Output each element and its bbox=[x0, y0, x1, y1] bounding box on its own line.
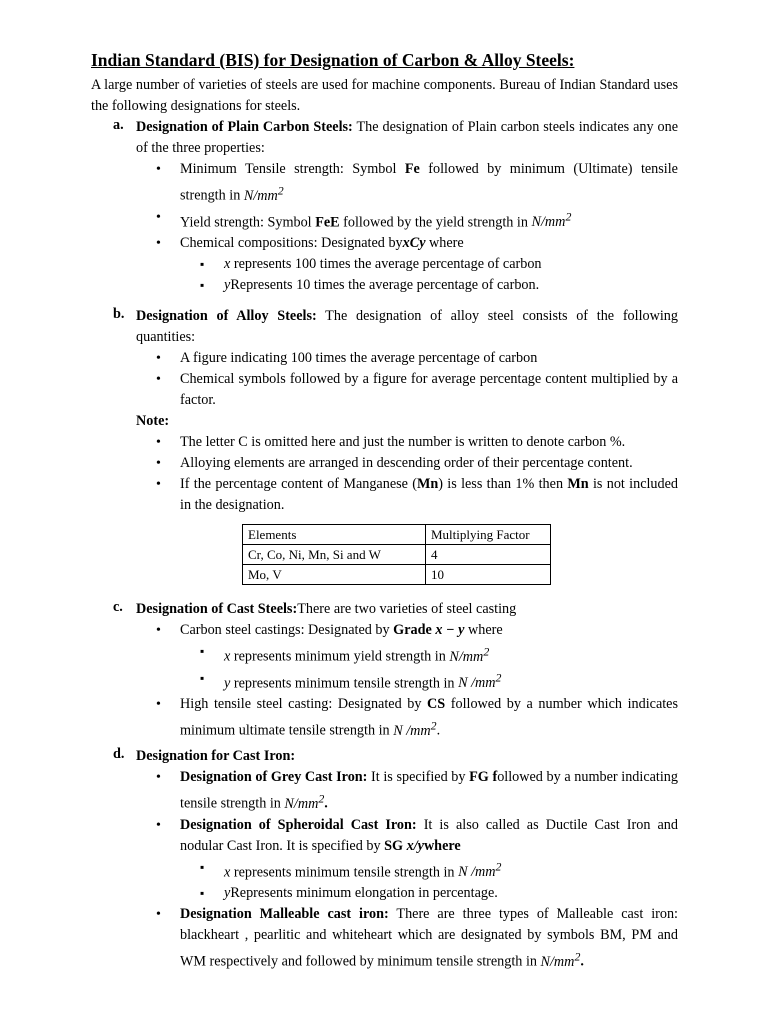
symbol-mn: Mn bbox=[416, 476, 439, 492]
unit bbox=[531, 209, 572, 231]
period: . bbox=[580, 954, 584, 971]
symbol-fg: FG f bbox=[469, 769, 498, 785]
symbol-fee: FeE bbox=[315, 214, 340, 231]
unit bbox=[540, 949, 581, 971]
math-x: x bbox=[224, 864, 231, 881]
unit-text: N/mm bbox=[531, 214, 566, 231]
section-a-bullet-yield bbox=[136, 207, 678, 234]
bullet-text: High tensile steel casting: Designated by bbox=[180, 696, 428, 713]
note-order: • Alloying elements are arranged in descending order of their percentage content. bbox=[136, 453, 678, 474]
section-a-subbullets bbox=[136, 254, 678, 296]
section-b-notes bbox=[136, 432, 678, 516]
section-d-sub-y bbox=[136, 883, 678, 904]
bullet-text: followed by minimum (Ultimate) tensile strength in bbox=[180, 161, 678, 204]
bullet-text: where bbox=[425, 235, 464, 252]
unit bbox=[458, 670, 502, 692]
unit-exponent: 2 bbox=[495, 859, 502, 874]
section-d bbox=[136, 746, 678, 973]
unit-exponent: 2 bbox=[574, 949, 581, 964]
malleable-heading: Designation Malleable cast iron: bbox=[180, 906, 389, 923]
bullet-text: There are three types of Malleable cast iron: blackheart , pearlitic and whiteheart which are designated by symbols BM, PM and WM respectively and followed by minimum tensile strength in bbox=[180, 906, 678, 971]
math-xcy: xCy bbox=[402, 235, 426, 252]
table-header-row bbox=[243, 525, 551, 545]
section-a-bullet-tensile bbox=[136, 159, 678, 207]
table-cell: 10 bbox=[426, 565, 551, 585]
bullet-text: Chemical compositions: Designated by bbox=[180, 235, 403, 252]
section-c-subbullets bbox=[136, 641, 678, 694]
unit bbox=[243, 183, 284, 204]
sub-text: represents minimum tensile strength in bbox=[230, 675, 459, 692]
section-d-bullets bbox=[136, 767, 678, 973]
section-a-sub-y bbox=[136, 275, 678, 296]
grade-label: Grade bbox=[393, 622, 436, 638]
bullet-text: Minimum Tensile strength: Symbol bbox=[180, 161, 405, 177]
section-d-bullet-grey bbox=[136, 767, 678, 815]
table-cell: 4 bbox=[426, 545, 551, 565]
section-b-bullet-symbols: • Chemical symbols followed by a figure for average percentage content multiplied by a factor. bbox=[136, 369, 678, 411]
unit-text: N/mm bbox=[540, 954, 575, 971]
section-b-letter: b. bbox=[113, 306, 125, 322]
math-x: x bbox=[224, 256, 231, 273]
section-b-heading: Designation of Alloy Steels: bbox=[136, 308, 317, 324]
section-d-sub-x bbox=[136, 857, 678, 884]
sub-text: represents 100 times the average percentage of carbon bbox=[230, 256, 542, 273]
note-text: ) is less than 1% then bbox=[438, 476, 568, 492]
note-label: Note: bbox=[136, 413, 170, 429]
note-text: is not included in the designation. bbox=[180, 476, 679, 513]
section-c-heading: Designation of Cast Steels: bbox=[136, 601, 298, 617]
section-b-bullet-carbon: • A figure indicating 100 times the average percentage of carbon bbox=[136, 348, 678, 369]
section-b bbox=[136, 306, 678, 516]
table-header-cell: Elements bbox=[243, 525, 426, 545]
section-c-bullets bbox=[136, 620, 678, 742]
section-d-bullet-malleable bbox=[136, 904, 678, 973]
section-a-text: The designation of Plain carbon steels indicates any one of the three properties: bbox=[136, 119, 678, 156]
table-row bbox=[243, 545, 551, 565]
unit-text: N /mm bbox=[393, 723, 431, 740]
section-c-sub-y bbox=[136, 668, 678, 695]
math-x: x bbox=[224, 648, 231, 665]
section-c-intro bbox=[136, 599, 678, 620]
table-cell: Cr, Co, Ni, Mn, Si and W bbox=[243, 545, 426, 565]
symbol-sg: SG bbox=[384, 837, 407, 854]
unit bbox=[284, 791, 325, 812]
unit-exponent: 2 bbox=[430, 718, 437, 733]
unit-text: N/mm bbox=[243, 187, 278, 204]
unit-exponent: 2 bbox=[277, 183, 284, 197]
math-y: y bbox=[224, 885, 231, 902]
section-a-sub-x bbox=[136, 254, 678, 275]
section-a-bullet-chemical bbox=[136, 233, 678, 296]
table-row bbox=[243, 565, 551, 585]
bullet-text: It is specified by bbox=[367, 769, 470, 785]
sub-text: represents minimum tensile strength in bbox=[230, 864, 459, 881]
intro-paragraph: A large number of varieties of steels are used for machine components. Bureau of Indian Standard uses the following designations for steels. bbox=[91, 77, 678, 114]
note-carbon: • The letter C is omitted here and just the number is written to denote carbon %. bbox=[136, 432, 678, 453]
unit-text: N/mm bbox=[284, 795, 319, 812]
bullet-text: ollowed by a number indicating tensile strength in bbox=[180, 769, 678, 812]
bullet-text: followed by a number which indicates minimum ultimate tensile strength in bbox=[180, 696, 679, 740]
section-c-bullet-carbon-castings bbox=[136, 620, 678, 694]
unit-exponent: 2 bbox=[495, 670, 502, 685]
section-a-intro bbox=[136, 117, 678, 159]
unit-text: N /mm bbox=[458, 675, 496, 692]
sub-text: represents minimum yield strength in bbox=[230, 648, 450, 665]
unit bbox=[458, 859, 502, 881]
table-cell: Mo, V bbox=[243, 565, 426, 585]
section-a bbox=[136, 117, 678, 296]
note-manganese bbox=[136, 474, 678, 516]
bullet-text: Carbon steel castings: Designated by bbox=[180, 622, 394, 638]
grey-heading: Designation of Grey Cast Iron: bbox=[180, 769, 368, 785]
math-y: y bbox=[224, 277, 231, 294]
symbol-cs: CS bbox=[427, 696, 446, 713]
bullet-text: Yield strength: Symbol bbox=[180, 214, 316, 231]
note-text: If the percentage content of Manganese ( bbox=[180, 476, 417, 492]
section-c-text: There are two varieties of steel casting bbox=[297, 601, 517, 617]
math-x-minus-y: x − y bbox=[435, 622, 465, 638]
symbol-fe: Fe bbox=[404, 161, 420, 177]
table-header-cell: Multiplying Factor bbox=[426, 525, 551, 545]
bullet-text: It is also called as Ductile Cast Iron and nodular Cast Iron. It is specified by bbox=[180, 816, 678, 854]
section-a-letter: a. bbox=[113, 117, 124, 133]
section-b-text: The designation of alloy steel consists of the following quantities: bbox=[136, 308, 678, 345]
math-x-over-y: x/y bbox=[406, 837, 424, 854]
unit bbox=[393, 718, 437, 740]
multiplying-factor-table bbox=[242, 524, 551, 585]
bullet-text: where bbox=[464, 622, 503, 638]
unit-exponent: 2 bbox=[318, 791, 325, 805]
period: . bbox=[324, 795, 328, 812]
unit-text: N/mm bbox=[449, 648, 484, 665]
symbol-mn: Mn bbox=[567, 476, 589, 492]
sub-text: Represents minimum elongation in percentage. bbox=[230, 885, 498, 902]
section-c bbox=[136, 599, 678, 742]
bullet-text: followed by the yield strength in bbox=[339, 214, 532, 231]
section-b-intro bbox=[136, 306, 678, 348]
section-d-subbullets bbox=[136, 857, 678, 905]
section-a-heading: Designation of Plain Carbon Steels: bbox=[136, 119, 353, 135]
period: . bbox=[436, 723, 441, 740]
section-c-bullet-high-tensile bbox=[136, 694, 678, 742]
unit-text: N /mm bbox=[458, 864, 496, 881]
section-c-sub-x bbox=[136, 641, 678, 668]
unit bbox=[449, 644, 490, 665]
sg-heading: Designation of Spheroidal Cast Iron: bbox=[180, 816, 417, 833]
page-title: Indian Standard (BIS) for Designation of Carbon & Alloy Steels: bbox=[91, 50, 575, 70]
unit-exponent: 2 bbox=[565, 209, 572, 224]
section-d-letter: d. bbox=[113, 746, 125, 762]
section-c-letter: c. bbox=[113, 599, 123, 615]
math-y: y bbox=[224, 675, 231, 692]
section-a-bullets bbox=[136, 159, 678, 296]
where-word: where bbox=[423, 837, 461, 854]
unit-exponent: 2 bbox=[483, 644, 490, 658]
section-d-heading: Designation for Cast Iron: bbox=[136, 748, 296, 764]
section-d-bullet-spheroidal bbox=[136, 815, 678, 905]
sub-text: Represents 10 times the average percentage of carbon. bbox=[230, 277, 540, 294]
section-b-bullets bbox=[136, 348, 678, 411]
